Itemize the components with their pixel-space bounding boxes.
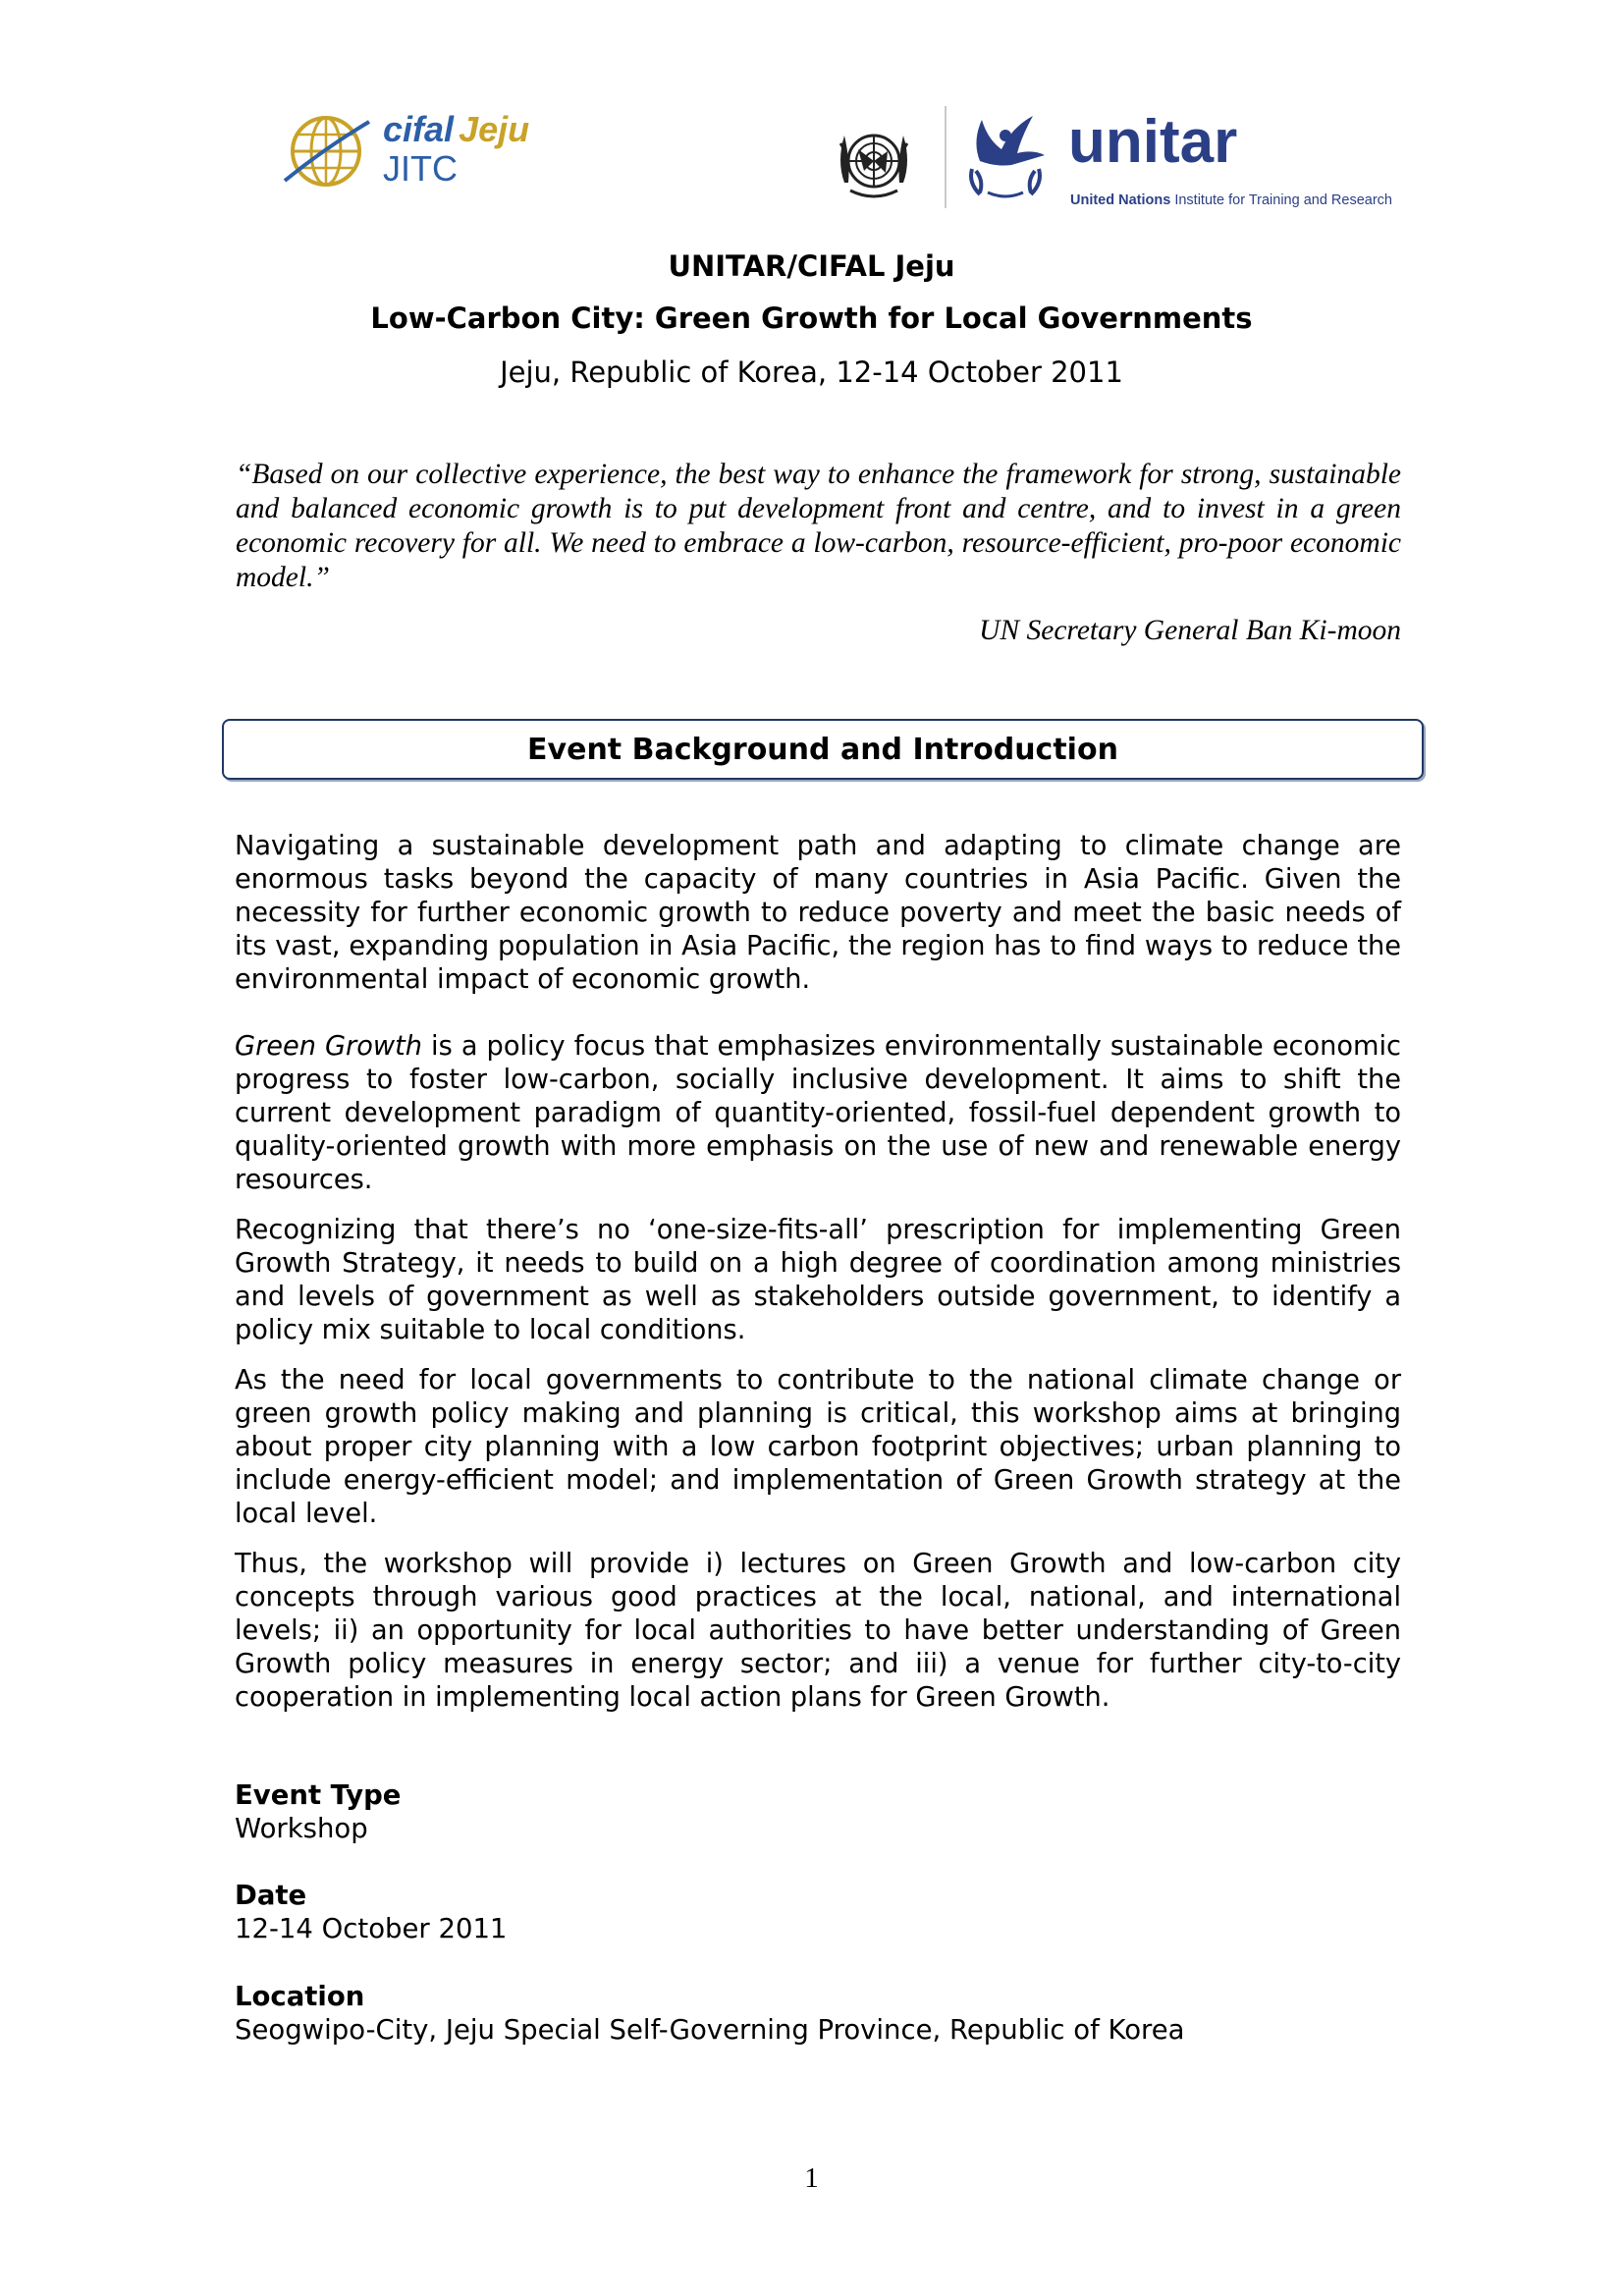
paragraph-3: Recognizing that there’s no ‘one-size-fits-all’ prescription for implementing Green Growth Strategy, it needs to build on a high degree of coordination among ministries and levels of government as well as stakeholders outside government, to identify a policy mix suitable to local conditions. [235, 1215, 1401, 1345]
event-type-value: Workshop [235, 1813, 368, 1844]
unitar-bird-icon [962, 110, 1049, 200]
event-type-label: Event Type [235, 1779, 402, 1811]
page-number: 1 [804, 2162, 819, 2194]
unitar-tagline [1070, 192, 1392, 208]
date-value: 12-14 October 2011 [235, 1913, 508, 1944]
paragraph-2-text: is a policy focus that emphasizes environmentally sustainable economic progress to foster low-carbon, socially inclusive development. It aims to shift the current development paradigm of quantity-oriented, fossil-fuel dependent growth to quality-oriented growth with more emphasis on the use of new and renewable energy resources. [235, 1031, 1401, 1195]
document-title: UNITAR/CIFAL Jeju [668, 249, 955, 283]
cifal-jeju-logo [281, 108, 566, 196]
location-value: Seogwipo-City, Jeju Special Self-Governing Province, Republic of Korea [235, 2014, 1185, 2046]
logo-divider [945, 106, 947, 208]
event-place-date: Jeju, Republic of Korea, 12-14 October 2011 [500, 355, 1123, 389]
cifal-logo-text: cifal [383, 109, 455, 149]
paragraph-4: As the need for local governments to contribute to the national climate change or green growth policy making and planning is critical, this workshop aims at bringing about proper city planning with a low carbon footprint objectives; urban planning to include energy-efficient model; and implementation of Green Growth strategy at the local level. [235, 1365, 1401, 1529]
date-label: Date [235, 1880, 307, 1911]
section-heading: Event Background and Introduction [527, 732, 1118, 767]
document-subtitle: Low-Carbon City: Green Growth for Local Governments [370, 301, 1253, 335]
un-emblem-icon [829, 122, 919, 204]
jeju-logo-text: Jeju [459, 109, 530, 149]
location-label: Location [235, 1981, 365, 2012]
paragraph-1: Navigating a sustainable development path and adapting to climate change are enormous tasks beyond the capacity of many countries in Asia Pacific. Given the necessity for further economic growth to reduce poverty and meet the basic needs of its vast, expanding population in Asia Pacific, the region has to find ways to reduce the environmental impact of economic growth. [235, 831, 1401, 995]
paragraph-2 [235, 1030, 1401, 1197]
jitc-logo-text: JITC [383, 148, 458, 189]
quote-author: UN Secretary General Ban Ki-moon [979, 615, 1401, 646]
paragraph-5: Thus, the workshop will provide i) lectures on Green Growth and low-carbon city concepts through various good practices at the local, national, and international levels; ii) an opportunity for local authorities to have better understanding of Green Growth policy measures in energy sector; and iii) a venue for further city-to-city cooperation in implementing local action plans for Green Growth. [235, 1549, 1401, 1713]
quote-text: “Based on our collective experience, the best way to enhance the framework for strong, sustainable and balanced economic growth is to put development front and centre, and to invest in a green economic recovery for all. We need to embrace a low-carbon, resource-efficient, pro-poor economic model.” [236, 459, 1401, 593]
unitar-tagline-bold: United Nations [1070, 192, 1171, 208]
unitar-logo-text: unitar [1068, 108, 1238, 176]
section-heading-box [222, 719, 1424, 780]
unitar-tagline-rest: Institute for Training and Research [1174, 192, 1392, 208]
globe-icon [281, 108, 371, 198]
green-growth-term: Green Growth [235, 1031, 422, 1062]
